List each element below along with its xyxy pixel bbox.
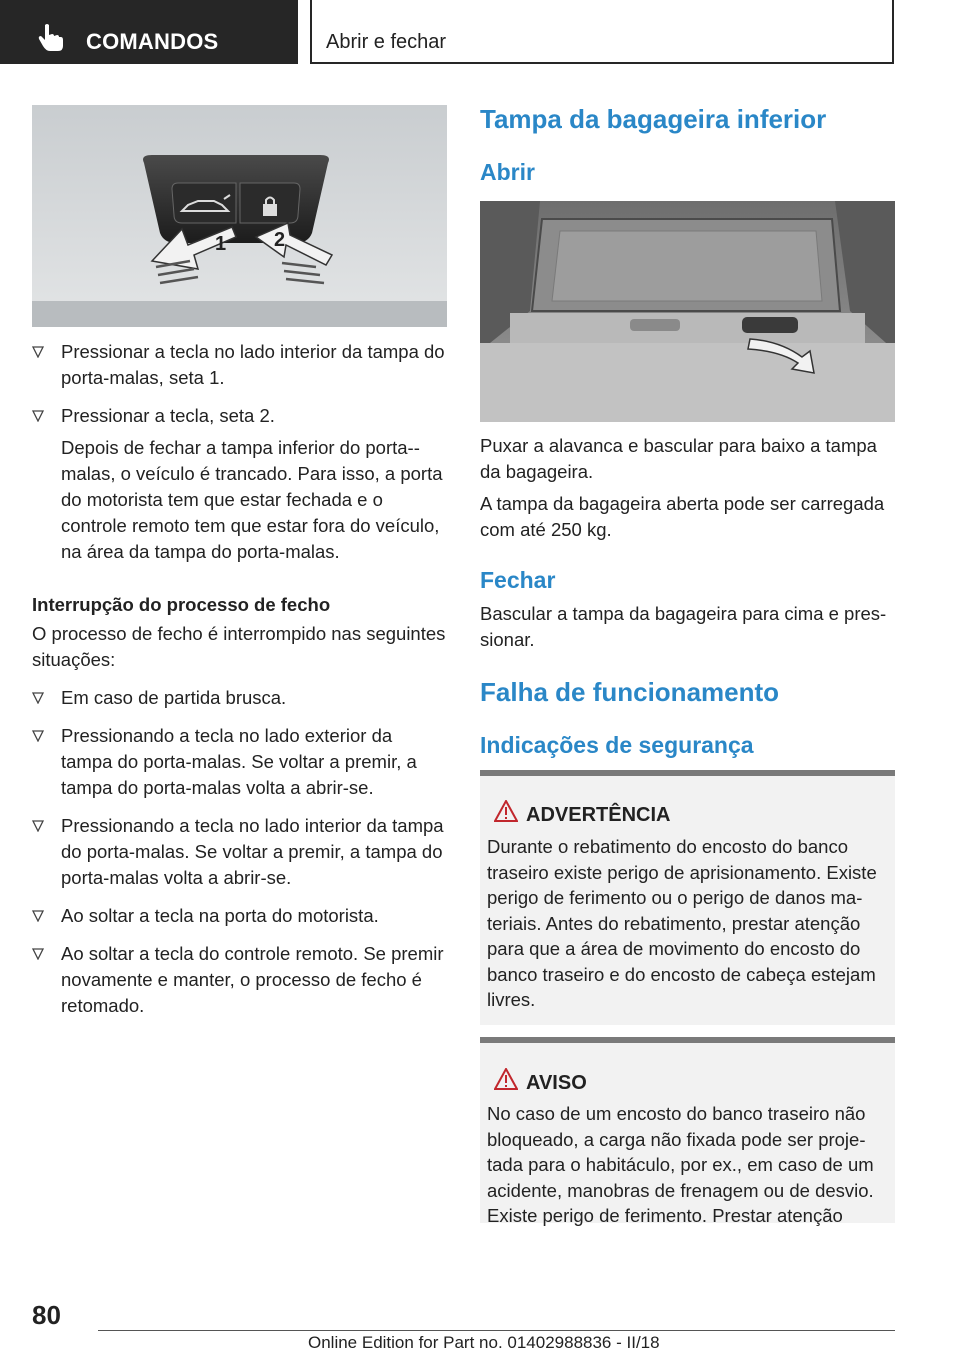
- open-text-2: A tampa da bagageira aberta pode ser carregada com até 250 kg.: [480, 493, 885, 540]
- triangle-bullet-icon: [32, 410, 44, 422]
- list-item: Ao soltar a tecla na porta do motorista.: [32, 903, 448, 929]
- interrupt-heading: Interrupção do processo de fecho: [32, 594, 331, 615]
- left-column-text: [32, 339, 448, 1031]
- warning-text: Durante o rebatimento do encosto do banco traseiro existe perigo de aprisionamento. Existe perigo de ferimento ou o perigo de danos materiais. Antes do rebatimento, prestar atenção para que a área de movimento do encosto do banco traseiro e do encosto de cabeça estejam livres.: [487, 836, 877, 1010]
- warning-triangle-icon: [494, 800, 518, 822]
- section-tab: [310, 0, 894, 64]
- chapter-title: COMANDOS: [86, 29, 219, 54]
- tailgate-buttons-photo: [32, 105, 447, 327]
- page-number: 80: [32, 1300, 61, 1330]
- close-text: Bascular a tampa da bagageira para cima e pressionar.: [480, 603, 887, 650]
- open-text-1: Puxar a alavanca e bascular para baixo a tampa da bagageira.: [480, 435, 877, 482]
- warning-box: [480, 770, 895, 1025]
- list-item: Pressionando a tecla no lado interior da tampa do porta-malas. Se voltar a premir, a tampa do porta-malas volta a abrir-se.: [32, 813, 448, 891]
- luggage-floor-photo: [480, 201, 895, 422]
- arrow-label-2: 2: [274, 229, 286, 251]
- instruction-list: [32, 339, 448, 429]
- close-heading: Fechar: [480, 567, 556, 593]
- triangle-bullet-icon: [32, 820, 44, 832]
- interrupt-text: O processo de fecho é interrompido nas seguintes situações:: [32, 623, 446, 670]
- list-item: Pressionar a tecla no lado interior da tampa do porta-malas, seta 1.: [32, 339, 448, 391]
- hand-pointer-icon: [36, 22, 66, 52]
- chapter-tab: [0, 0, 298, 64]
- triangle-bullet-icon: [32, 730, 44, 742]
- notice-title: AVISO: [526, 1072, 587, 1094]
- edition-footer: Online Edition for Part no. 01402988836 - II/18: [308, 1333, 660, 1352]
- footer-rule: [98, 1330, 895, 1331]
- safety-heading: Indicações de segurança: [480, 732, 754, 758]
- triangle-bullet-icon: [32, 910, 44, 922]
- bullet-note: Depois de fechar a tampa inferior do porta--malas, o veículo é trancado. Para isso, a porta do motorista tem que estar fechada e o controle remoto tem que estar fora do veículo, na área da tampa do porta-malas.: [61, 437, 443, 562]
- notice-box: [480, 1037, 895, 1226]
- warning-title: ADVERTÊNCIA: [526, 804, 671, 826]
- list-item: Ao soltar a tecla do controle remoto. Se premir novamente e manter, o processo de fecho é retomado.: [32, 941, 448, 1019]
- list-item: Em caso de partida brusca.: [32, 685, 448, 711]
- fault-heading: Falha de funcionamento: [480, 677, 780, 707]
- interrupt-list: [32, 685, 448, 1019]
- triangle-bullet-icon: [32, 692, 44, 704]
- warning-triangle-icon: [494, 1068, 518, 1090]
- page-title: Tampa da bagageira inferior: [480, 104, 827, 134]
- section-title: Abrir e fechar: [326, 31, 447, 53]
- notice-text: No caso de um encosto do banco traseiro não bloqueado, a carga não fixada pode ser projetada para o habitáculo, por ex., em caso de um acidente, manobras de frenagem ou de desvio. Existe perigo de ferimento. Prestar atenção: [487, 1103, 874, 1226]
- arrow-label-1: 1: [215, 233, 227, 255]
- list-item: Pressionando a tecla no lado exterior da tampa do porta-malas. Se voltar a premir, a tampa do porta-malas volta a abrir-se.: [32, 723, 448, 801]
- triangle-bullet-icon: [32, 948, 44, 960]
- list-item: Pressionar a tecla, seta 2.: [32, 403, 448, 429]
- triangle-bullet-icon: [32, 346, 44, 358]
- open-heading: Abrir: [480, 159, 535, 185]
